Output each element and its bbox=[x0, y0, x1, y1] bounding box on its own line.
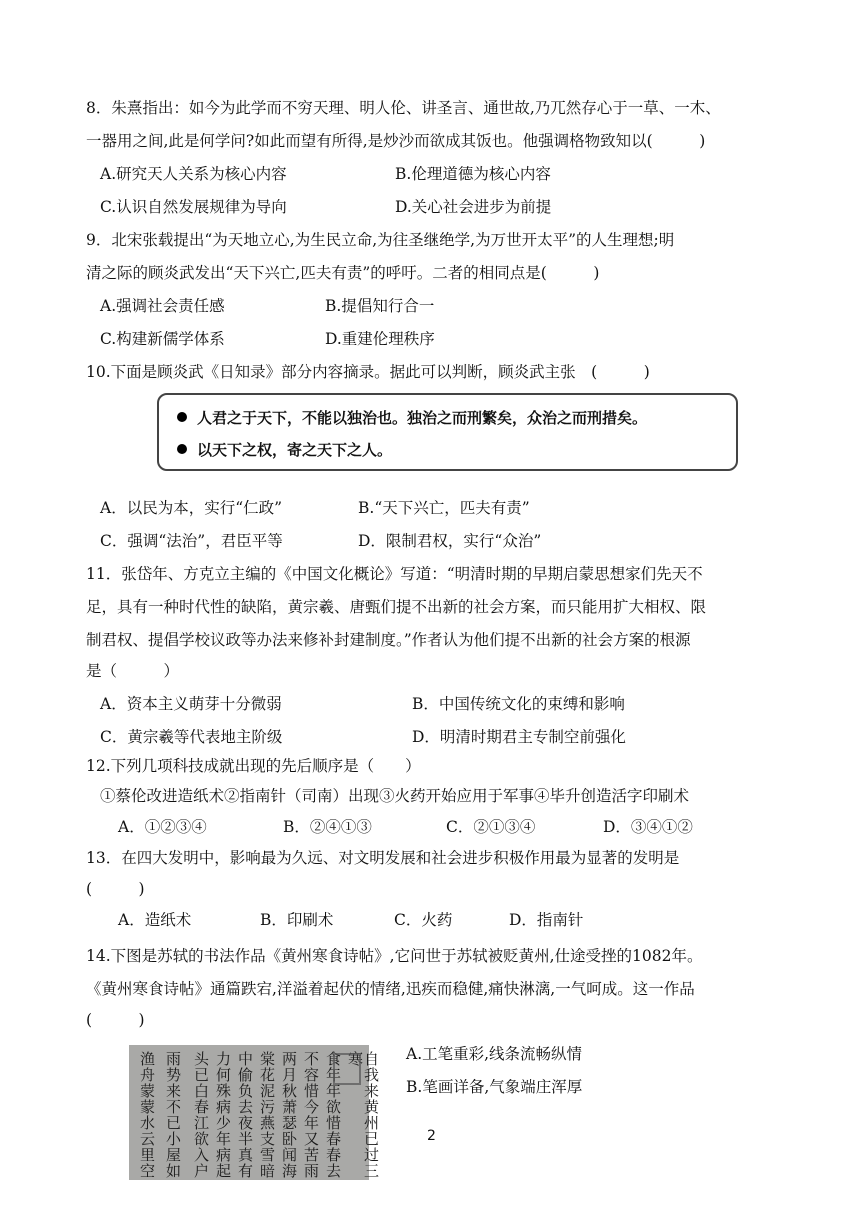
q8-option-b: B.伦理道德为核心内容 bbox=[395, 165, 551, 183]
quote-line-1 bbox=[177, 407, 647, 428]
q9-option-b: B.提倡知行合一 bbox=[325, 297, 435, 315]
q11-option-a: A．资本主义萌芽十分微弱 bbox=[100, 695, 282, 713]
q12-option-a: A．①②③④ bbox=[118, 818, 207, 836]
q13-option-a: A．造纸术 bbox=[118, 911, 192, 929]
q12-option-d: D．③④①② bbox=[603, 818, 693, 836]
q12-option-c: C．②①③④ bbox=[446, 818, 536, 836]
q12-option-b: B．②④①③ bbox=[283, 818, 372, 836]
q13-option-c: C．火药 bbox=[394, 911, 453, 929]
bullet-icon bbox=[177, 444, 187, 454]
page-number: 2 bbox=[427, 1128, 436, 1144]
q12-items: ①蔡伦改进造纸术②指南针（司南）出现③火药开始应用于军事④毕升创造活字印刷术 bbox=[100, 787, 690, 805]
q10-stem: 10.下面是顾炎武《日知录》部分内容摘录。据此可以判断，顾炎武主张 ( ) bbox=[86, 363, 650, 381]
q8-option-d: D.关心社会进步为前提 bbox=[395, 198, 552, 216]
q8-stem-line1: 8．朱熹指出：如今为此学而不穷天理、明人伦、讲圣言、通世故,乃兀然存心于一草、一木、 bbox=[86, 99, 721, 117]
q9-option-c: C.构建新儒学体系 bbox=[100, 330, 225, 348]
q14-stem-line1: 14.下图是苏轼的书法作品《黄州寒食诗帖》,它问世于苏轼被贬黄州,仕途受挫的1082年。 bbox=[86, 947, 703, 965]
calligraphy-column: 不容惜今年又苦雨 bbox=[302, 1051, 320, 1179]
calligraphy-image bbox=[129, 1045, 380, 1180]
q8-option-c: C.认识自然发展规律为导向 bbox=[100, 198, 287, 216]
calligraphy-column: 力何殊病少年病起 bbox=[214, 1051, 232, 1179]
calligraphy-column: 中偷负去夜半真有 bbox=[236, 1051, 254, 1179]
q11-option-d: D．明清时期君主专制空前强化 bbox=[412, 728, 626, 746]
q9-option-a: A.强调社会责任感 bbox=[100, 297, 225, 315]
q13-option-d: D．指南针 bbox=[509, 911, 584, 929]
q10-option-a: A．以民为本，实行“仁政” bbox=[100, 499, 283, 517]
calligraphy-column: 两月秋萧瑟卧闻海 bbox=[280, 1051, 298, 1179]
q11-option-c: C．黄宗羲等代表地主阶级 bbox=[100, 728, 283, 746]
q11-stem-line3: 制君权、提倡学校议政等办法来修补封建制度。”作者认为他们提不出新的社会方案的根源 bbox=[86, 631, 691, 649]
q12-stem: 12.下列几项科技成就出现的先后顺序是（ ） bbox=[86, 757, 421, 775]
calligraphy-column: 渔舟蒙蒙水云里空 bbox=[138, 1051, 156, 1179]
q10-option-d: D．限制君权，实行“众治” bbox=[358, 532, 542, 550]
calligraphy-column: 自我来黄州已过三寒 bbox=[346, 1051, 380, 1179]
q11-stem-line4: 是（ ） bbox=[86, 662, 180, 680]
quote-box bbox=[157, 393, 738, 471]
q13-stem-line2: ( ) bbox=[86, 880, 145, 898]
q8-option-a: A.研究天人关系为核心内容 bbox=[100, 165, 287, 183]
calligraphy-column: 头已白春江欲入户 bbox=[192, 1051, 210, 1179]
q11-option-b: B．中国传统文化的束缚和影响 bbox=[412, 695, 625, 713]
q10-option-c: C．强调“法治”，君臣平等 bbox=[100, 532, 283, 550]
q9-stem-line1: 9．北宋张载提出“为天地立心,为生民立命,为往圣继绝学,为万世开太平”的人生理想;明 bbox=[86, 231, 675, 249]
seal-stamp bbox=[333, 1053, 361, 1085]
q8-stem-line2: 一器用之间,此是何学问?如此而望有所得,是炒沙而欲成其饭也。他强调格物致知以( ) bbox=[86, 132, 706, 150]
q10-option-b: B.“天下兴亡，匹夫有责” bbox=[358, 499, 530, 517]
quote-text-1: 人君之于天下，不能以独治也。独治之而刑繁矣，众治之而刑措矣。 bbox=[197, 409, 648, 427]
q14-stem-line2: 《黄州寒食诗帖》通篇跌宕,洋溢着起伏的情绪,迅疾而稳健,痛快淋漓,一气呵成。这一作品 bbox=[86, 980, 695, 998]
calligraphy-column: 食年年欲惜春春去 bbox=[324, 1051, 342, 1179]
q14-stem-line3: ( ) bbox=[86, 1011, 145, 1029]
q9-stem-line2: 清之际的顾炎武发出“天下兴亡,匹夫有责”的呼吁。二者的相同点是( ) bbox=[86, 264, 600, 282]
q13-option-b: B．印刷术 bbox=[260, 911, 334, 929]
q13-stem-line1: 13．在四大发明中，影响最为久远、对文明发展和社会进步积极作用最为显著的发明是 bbox=[86, 849, 680, 867]
q11-stem-line1: 11．张岱年、方克立主编的《中国文化概论》写道：“明清时期的早期启蒙思想家们先天不 bbox=[86, 565, 703, 583]
q14-option-b: B.笔画详备,气象端庄浑厚 bbox=[406, 1078, 583, 1096]
q11-stem-line2: 足，具有一种时代性的缺陷，黄宗羲、唐甄们提不出新的社会方案，而只能用扩大相权、限 bbox=[86, 598, 707, 616]
quote-text-2: 以天下之权，寄之天下之人。 bbox=[197, 441, 393, 459]
quote-line-2 bbox=[177, 439, 392, 460]
q9-option-d: D.重建伦理秩序 bbox=[325, 330, 435, 348]
calligraphy-column: 雨势来不已小屋如 bbox=[164, 1051, 182, 1179]
calligraphy-column: 棠花泥污燕支雪暗 bbox=[258, 1051, 276, 1179]
q14-option-a: A.工笔重彩,线条流畅纵情 bbox=[406, 1045, 583, 1063]
bullet-icon bbox=[177, 412, 187, 422]
